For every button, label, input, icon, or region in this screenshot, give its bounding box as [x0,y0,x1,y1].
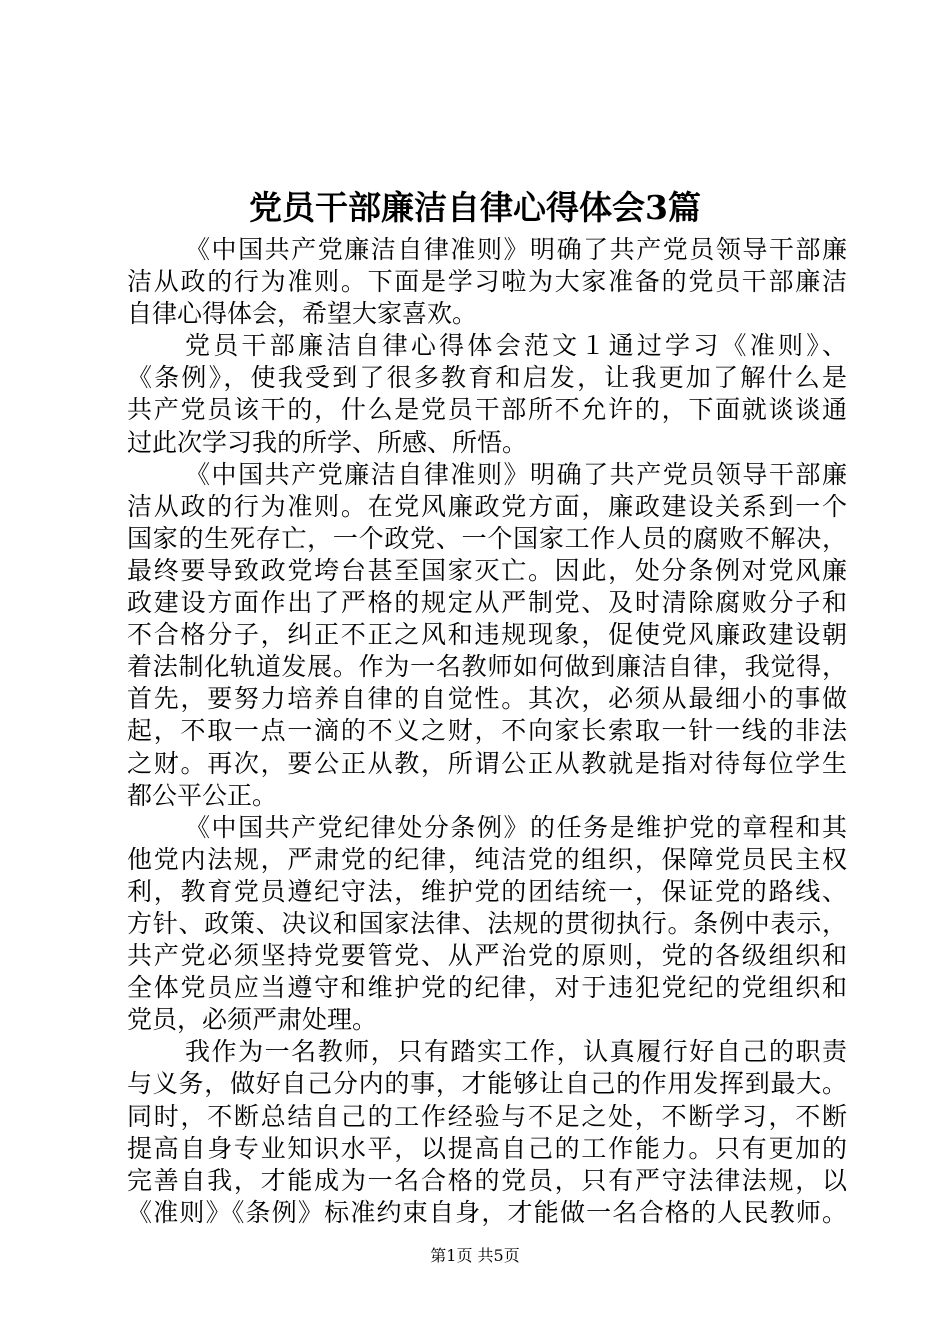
text-line: 《准则》《条例》标准约束自身，才能做一名合格的人民教师。 [127,1197,847,1227]
text-line: 共产党员该干的，什么是党员干部所不允许的，下面就谈谈通 [127,395,847,425]
page-footer: 第1页 共5页 [430,1246,520,1265]
text-line: 同时，不断总结自己的工作经验与不足之处，不断学习，不断 [127,1101,847,1131]
text-line: 方针、政策、决议和国家法律、法规的贯彻执行。条例中表示， [127,908,847,938]
text-line: 《中国共产党廉洁自律准则》明确了共产党员领导干部廉 [185,459,847,489]
text-line: 利，教育党员遵纪守法，维护党的团结统一，保证党的路线、 [127,876,847,906]
text-line: 《中国共产党纪律处分条例》的任务是维护党的章程和其 [185,812,847,842]
text-line: 不合格分子，纠正不正之风和违规现象，促使党风廉政建设朝 [127,620,847,650]
text-line: 自律心得体会，希望大家喜欢。 [127,299,478,329]
text-line: 全体党员应当遵守和维护党的纪律，对于违犯党纪的党组织和 [127,973,847,1003]
text-line: 党员，必须严肃处理。 [127,1005,378,1035]
text-line: 共产党必须坚持党要管党、从严治党的原则，党的各级组织和 [127,941,847,971]
text-line: 洁从政的行为准则。下面是学习啦为大家准备的党员干部廉洁 [127,267,847,297]
text-line: 都公平公正。 [127,780,278,810]
text-line: 国家的生死存亡，一个政党、一个国家工作人员的腐败不解决， [127,523,847,553]
text-line: 洁从政的行为准则。在党风廉政党方面，廉政建设关系到一个 [127,491,847,521]
text-line: 党员干部廉洁自律心得体会范文１通过学习《准则》、 [185,331,847,361]
document-body [127,234,847,1229]
text-line: 提高自身专业知识水平，以提高自己的工作能力。只有更加的 [127,1133,847,1163]
text-line: 我作为一名教师，只有踏实工作，认真履行好自己的职责 [185,1037,847,1067]
text-line: 《中国共产党廉洁自律准则》明确了共产党员领导干部廉 [185,235,847,264]
text-line: 之财。再次，要公正从教，所谓公正从教就是指对待每位学生 [127,748,847,778]
document-title: 党员干部廉洁自律心得体会3篇 [249,188,701,227]
text-line: 完善自我，才能成为一名合格的党员，只有严守法律法规，以 [127,1165,847,1195]
text-line: 过此次学习我的所学、所感、所悟。 [127,427,528,457]
text-line: 最终要导致政党垮台甚至国家灭亡。因此，处分条例对党风廉 [127,555,847,585]
text-line: 起，不取一点一滴的不义之财，不向家长索取一针一线的非法 [127,716,847,746]
text-line: 与义务，做好自己分内的事，才能够让自己的作用发挥到最大。 [127,1069,847,1099]
text-line: 他党内法规，严肃党的纪律，纯洁党的组织，保障党员民主权 [127,844,847,874]
text-line: 着法制化轨道发展。作为一名教师如何做到廉洁自律，我觉得， [127,652,847,682]
text-line: 首先，要努力培养自律的自觉性。其次，必须从最细小的事做 [127,684,847,714]
text-line: 《条例》，使我受到了很多教育和启发，让我更加了解什么是 [127,363,847,393]
text-line: 政建设方面作出了严格的规定从严制党、及时清除腐败分子和 [127,588,847,618]
